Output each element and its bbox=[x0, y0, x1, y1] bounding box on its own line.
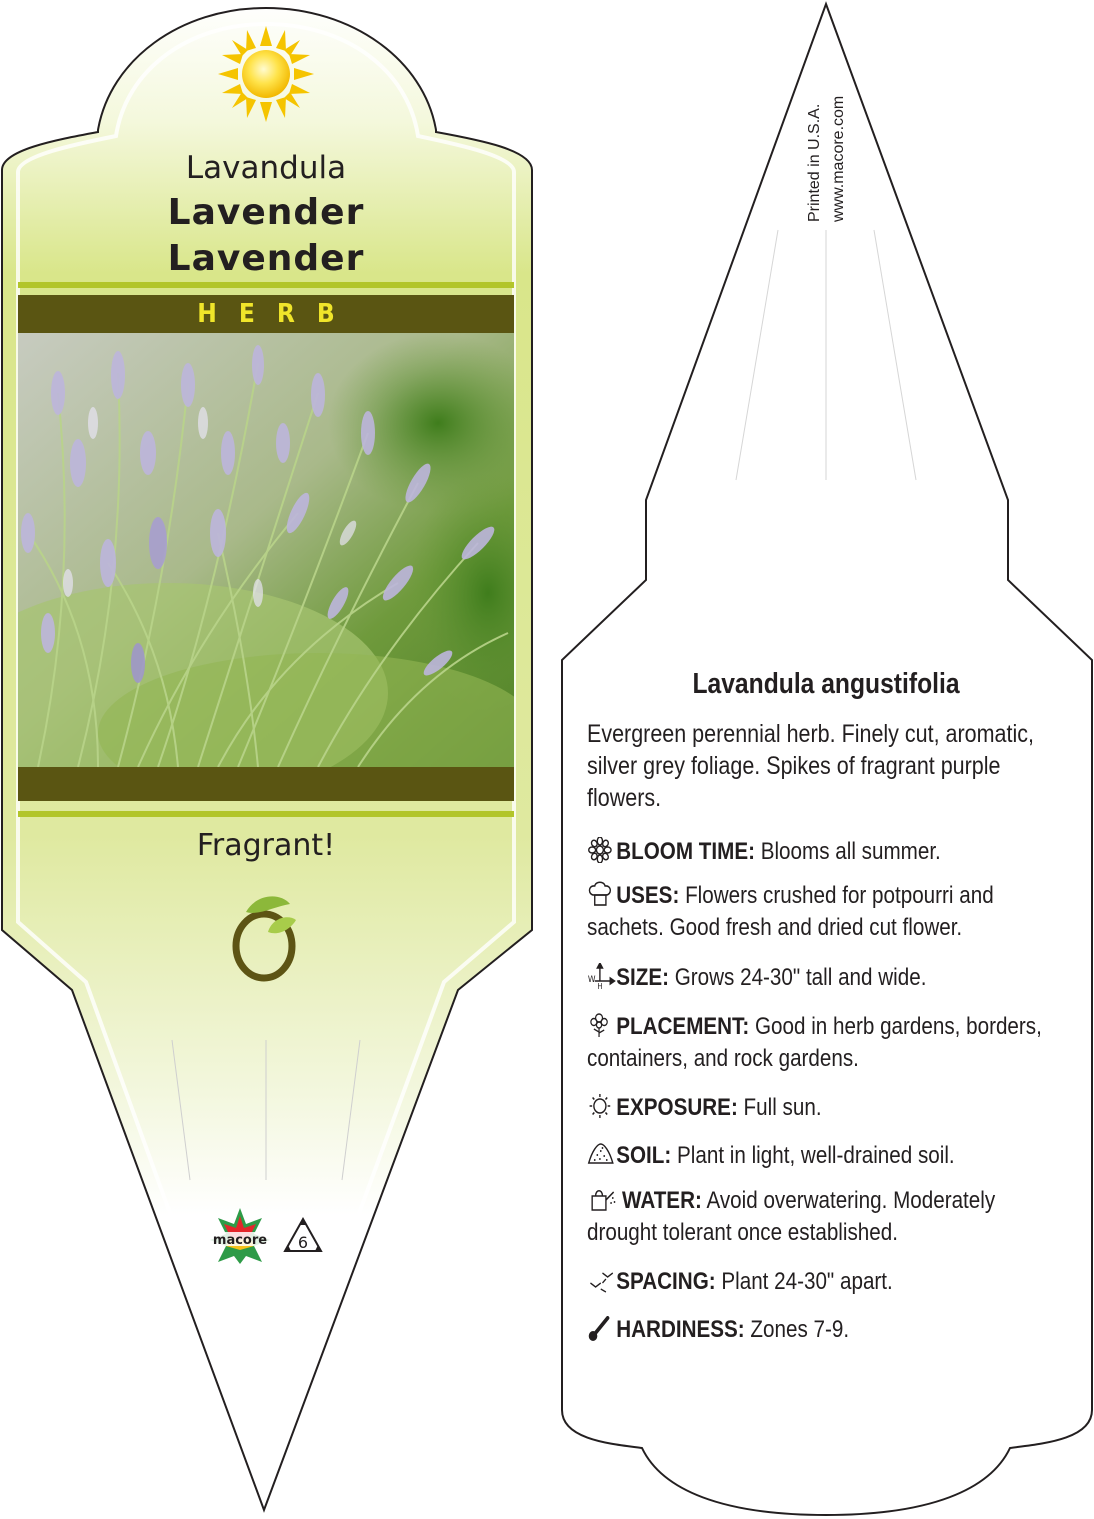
full-sun-icon bbox=[218, 26, 314, 122]
recycle-icon bbox=[282, 1216, 324, 1256]
detail-uses: USES: Flowers crushed for potpourri and sachets. Good fresh and dried cut flower. bbox=[587, 882, 994, 941]
lavender-photo bbox=[18, 333, 514, 767]
front-common-name-1: Lavender bbox=[167, 192, 365, 233]
sprout-logo-icon bbox=[228, 892, 304, 984]
flower-cluster-icon bbox=[587, 1012, 616, 1038]
detail-size: W H SIZE: Grows 24-30" tall and wide. bbox=[587, 964, 927, 991]
printed-in: Printed in U.S.A. bbox=[806, 103, 823, 222]
svg-text:W: W bbox=[587, 973, 596, 985]
size-arrows-icon bbox=[587, 963, 616, 989]
svg-text:H: H bbox=[597, 981, 603, 989]
front-common-name-2: Lavender bbox=[167, 238, 365, 279]
detail-water: WATER: Avoid overwatering. Moderately drought tolerant once established. bbox=[587, 1187, 996, 1246]
detail-placement: PLACEMENT: Good in herb gardens, borders, containers, and rock gardens. bbox=[587, 1013, 1042, 1072]
spacing-arrows-icon bbox=[587, 1267, 616, 1293]
detail-soil: SOIL: Plant in light, well-drained soil. bbox=[587, 1140, 1057, 1172]
macore-brand-text: macore bbox=[212, 1233, 268, 1248]
sun-outline-icon bbox=[587, 1093, 616, 1119]
watering-can-icon bbox=[587, 1186, 616, 1212]
category-label: HERB bbox=[197, 299, 357, 329]
botanical-name: Lavandula angustifolia bbox=[692, 668, 960, 700]
bloom-flower-icon bbox=[587, 837, 616, 863]
chef-hat-icon bbox=[587, 881, 616, 907]
soil-pile-icon bbox=[587, 1141, 616, 1167]
detail-hardiness: HARDINESS: Zones 7-9. bbox=[587, 1314, 1057, 1346]
detail-spacing: SPACING: Plant 24-30" apart. bbox=[587, 1266, 1057, 1298]
photo-bottom-band bbox=[18, 767, 514, 801]
detail-exposure: EXPOSURE: Full sun. bbox=[587, 1092, 1057, 1124]
thermometer-icon bbox=[587, 1315, 616, 1341]
top-accent-line bbox=[18, 282, 514, 288]
macore-logo-icon bbox=[204, 1206, 276, 1266]
website: www.macore.com bbox=[830, 95, 847, 222]
front-genus-name: Lavandula bbox=[185, 150, 347, 186]
front-tagline: Fragrant! bbox=[196, 828, 336, 863]
bottom-accent-line bbox=[18, 811, 514, 817]
recycle-number: 6 bbox=[297, 1233, 309, 1252]
plant-description: Evergreen perennial herb. Finely cut, aromatic, silver grey foliage. Spikes of fragrant purple flowers. bbox=[587, 720, 1034, 812]
detail-bloom-time: BLOOM TIME: Blooms all summer. bbox=[587, 836, 1057, 868]
